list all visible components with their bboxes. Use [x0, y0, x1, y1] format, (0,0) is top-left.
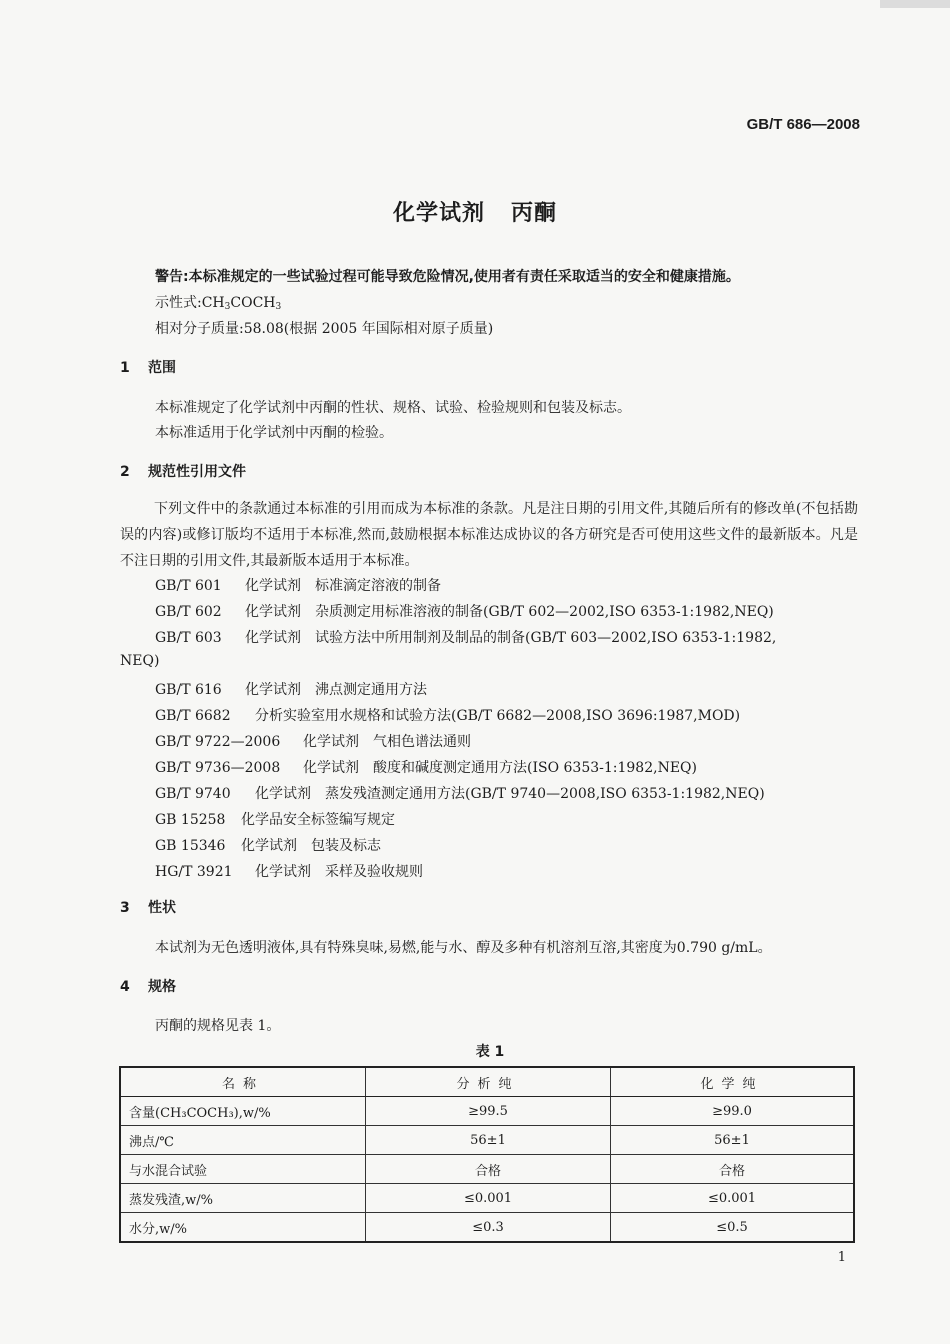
scope-paragraph-2: 本标准适用于化学试剂中丙酮的检验。: [155, 425, 393, 441]
table-cell: ≥99.5: [366, 1097, 611, 1126]
reference-item: [155, 679, 427, 699]
table-row: [120, 1184, 854, 1213]
formula-part-a: CH: [201, 295, 225, 311]
section-heading: [120, 976, 176, 996]
page-title: [0, 196, 950, 227]
table-row: [120, 1126, 854, 1155]
table-row: [120, 1213, 854, 1243]
reference-continuation: NEQ): [120, 653, 160, 669]
reference-title: 化学试剂 蒸发残渣测定通用方法(GB/T 9740—2008,ISO 6353-1:1982,NEQ): [255, 786, 765, 802]
reference-title: 化学试剂 包装及标志: [241, 838, 381, 854]
reference-title: 化学品安全标签编写规定: [241, 812, 395, 828]
reference-item: [155, 601, 774, 621]
formula-label: 示性式:: [155, 295, 202, 311]
reference-title: 化学试剂 酸度和碱度测定通用方法(ISO 6353-1:1982,NEQ): [303, 760, 697, 776]
table-cell: 56±1: [366, 1126, 611, 1155]
section-title: 规范性引用文件: [148, 464, 246, 480]
reference-title: 化学试剂 沸点测定通用方法: [245, 682, 427, 698]
formula-sub-1: 3: [224, 302, 231, 312]
section-heading: [120, 357, 176, 377]
reference-title: 化学试剂 标准滴定溶液的制备: [245, 578, 441, 594]
table-cell: 合格: [611, 1155, 855, 1184]
section-number: 3: [120, 900, 130, 916]
section-number: 2: [120, 464, 130, 480]
reference-code: GB/T 616: [155, 682, 222, 698]
reference-code: GB 15258: [155, 812, 226, 828]
section-heading: [120, 461, 246, 481]
formula-part-b: COCH: [230, 295, 276, 311]
page-number: 1: [837, 1250, 846, 1265]
reference-code: GB/T 9722—2006: [155, 734, 281, 750]
reference-item: [155, 627, 776, 647]
reference-title: 化学试剂 采样及验收规则: [255, 864, 423, 880]
reference-title: 分析实验室用水规格和试验方法(GB/T 6682—2008,ISO 3696:1987,MOD): [255, 708, 741, 724]
table-caption: 表 1: [475, 1044, 505, 1060]
table-row: [120, 1097, 854, 1126]
section-title: 规格: [148, 979, 176, 995]
properties-text: 本试剂为无色透明液体,具有特殊臭味,易燃,能与水、醇及多种有机溶剂互溶,其密度为0.790 g/mL。: [155, 940, 772, 956]
reference-code: GB/T 601: [155, 578, 222, 594]
reference-item: [155, 861, 423, 881]
row-label: 蒸发残渣,w/%: [120, 1184, 366, 1213]
molar-mass: 相对分子质量:58.08(根据 2005 年国际相对原子质量): [155, 321, 494, 337]
row-label: 沸点/℃: [120, 1126, 366, 1155]
table-cell: 合格: [366, 1155, 611, 1184]
title-part-2: 丙酮: [511, 201, 558, 226]
corner-mark: [880, 0, 950, 8]
table-cell: ≤0.3: [366, 1213, 611, 1243]
reference-title: 化学试剂 杂质测定用标准溶液的制备(GB/T 602—2002,ISO 6353-1:1982,NEQ): [245, 604, 774, 620]
table-cell: ≤0.5: [611, 1213, 855, 1243]
reference-code: HG/T 3921: [155, 864, 233, 880]
table-row: [120, 1155, 854, 1184]
table-cell: ≤0.001: [611, 1184, 855, 1213]
table-cell: ≤0.001: [366, 1184, 611, 1213]
reference-code: GB/T 9740: [155, 786, 231, 802]
formula-sub-2: 3: [275, 302, 282, 312]
reference-item: [155, 835, 381, 855]
column-header: 化学纯: [611, 1067, 855, 1097]
reference-item: [155, 731, 471, 751]
spec-intro: 丙酮的规格见表 1。: [155, 1018, 281, 1034]
reference-item: [155, 757, 697, 777]
reference-code: GB/T 603: [155, 630, 222, 646]
normative-intro: 下列文件中的条款通过本标准的引用而成为本标准的条款。凡是注日期的引用文件,其随后所有的修改单(不包括勘误的内容)或修订版均不适用于本标准,然而,鼓励根据本标准达成协议的各方研究是否可使用这些文件的最新版本。凡是不注日期的引用文件,其最新版本适用于本标准。: [120, 501, 858, 569]
reference-code: GB/T 9736—2008: [155, 760, 281, 776]
formula-line: [155, 292, 281, 312]
warning-text: 警告:本标准规定的一些试验过程可能导致危险情况,使用者有责任采取适当的安全和健康措施。: [155, 269, 740, 285]
reference-item: [155, 783, 765, 803]
reference-item: [155, 809, 395, 829]
reference-title: 化学试剂 试验方法中所用制剂及制品的制备(GB/T 603—2002,ISO 6353-1:1982,: [245, 630, 777, 646]
table-header-row: [120, 1067, 854, 1097]
standard-code: GB/T 686—2008: [746, 116, 860, 133]
section-title: 性状: [148, 900, 176, 916]
reference-title: 化学试剂 气相色谱法通则: [303, 734, 471, 750]
column-header: 分析纯: [366, 1067, 611, 1097]
row-label: 水分,w/%: [120, 1213, 366, 1243]
row-label: 与水混合试验: [120, 1155, 366, 1184]
spec-table: [119, 1066, 855, 1243]
section-heading: [120, 897, 176, 917]
section-title: 范围: [148, 360, 176, 376]
reference-code: GB/T 602: [155, 604, 222, 620]
column-header: 名称: [120, 1067, 366, 1097]
reference-item: [155, 575, 441, 595]
scope-paragraph-1: 本标准规定了化学试剂中丙酮的性状、规格、试验、检验规则和包装及标志。: [155, 400, 631, 416]
section-number: 1: [120, 360, 130, 376]
table-cell: ≥99.0: [611, 1097, 855, 1126]
row-label: 含量(CH₃COCH₃),w/%: [120, 1097, 366, 1126]
reference-item: [155, 705, 740, 725]
reference-code: GB 15346: [155, 838, 226, 854]
table-cell: 56±1: [611, 1126, 855, 1155]
section-number: 4: [120, 979, 130, 995]
title-part-1: 化学试剂: [392, 201, 485, 226]
reference-code: GB/T 6682: [155, 708, 231, 724]
